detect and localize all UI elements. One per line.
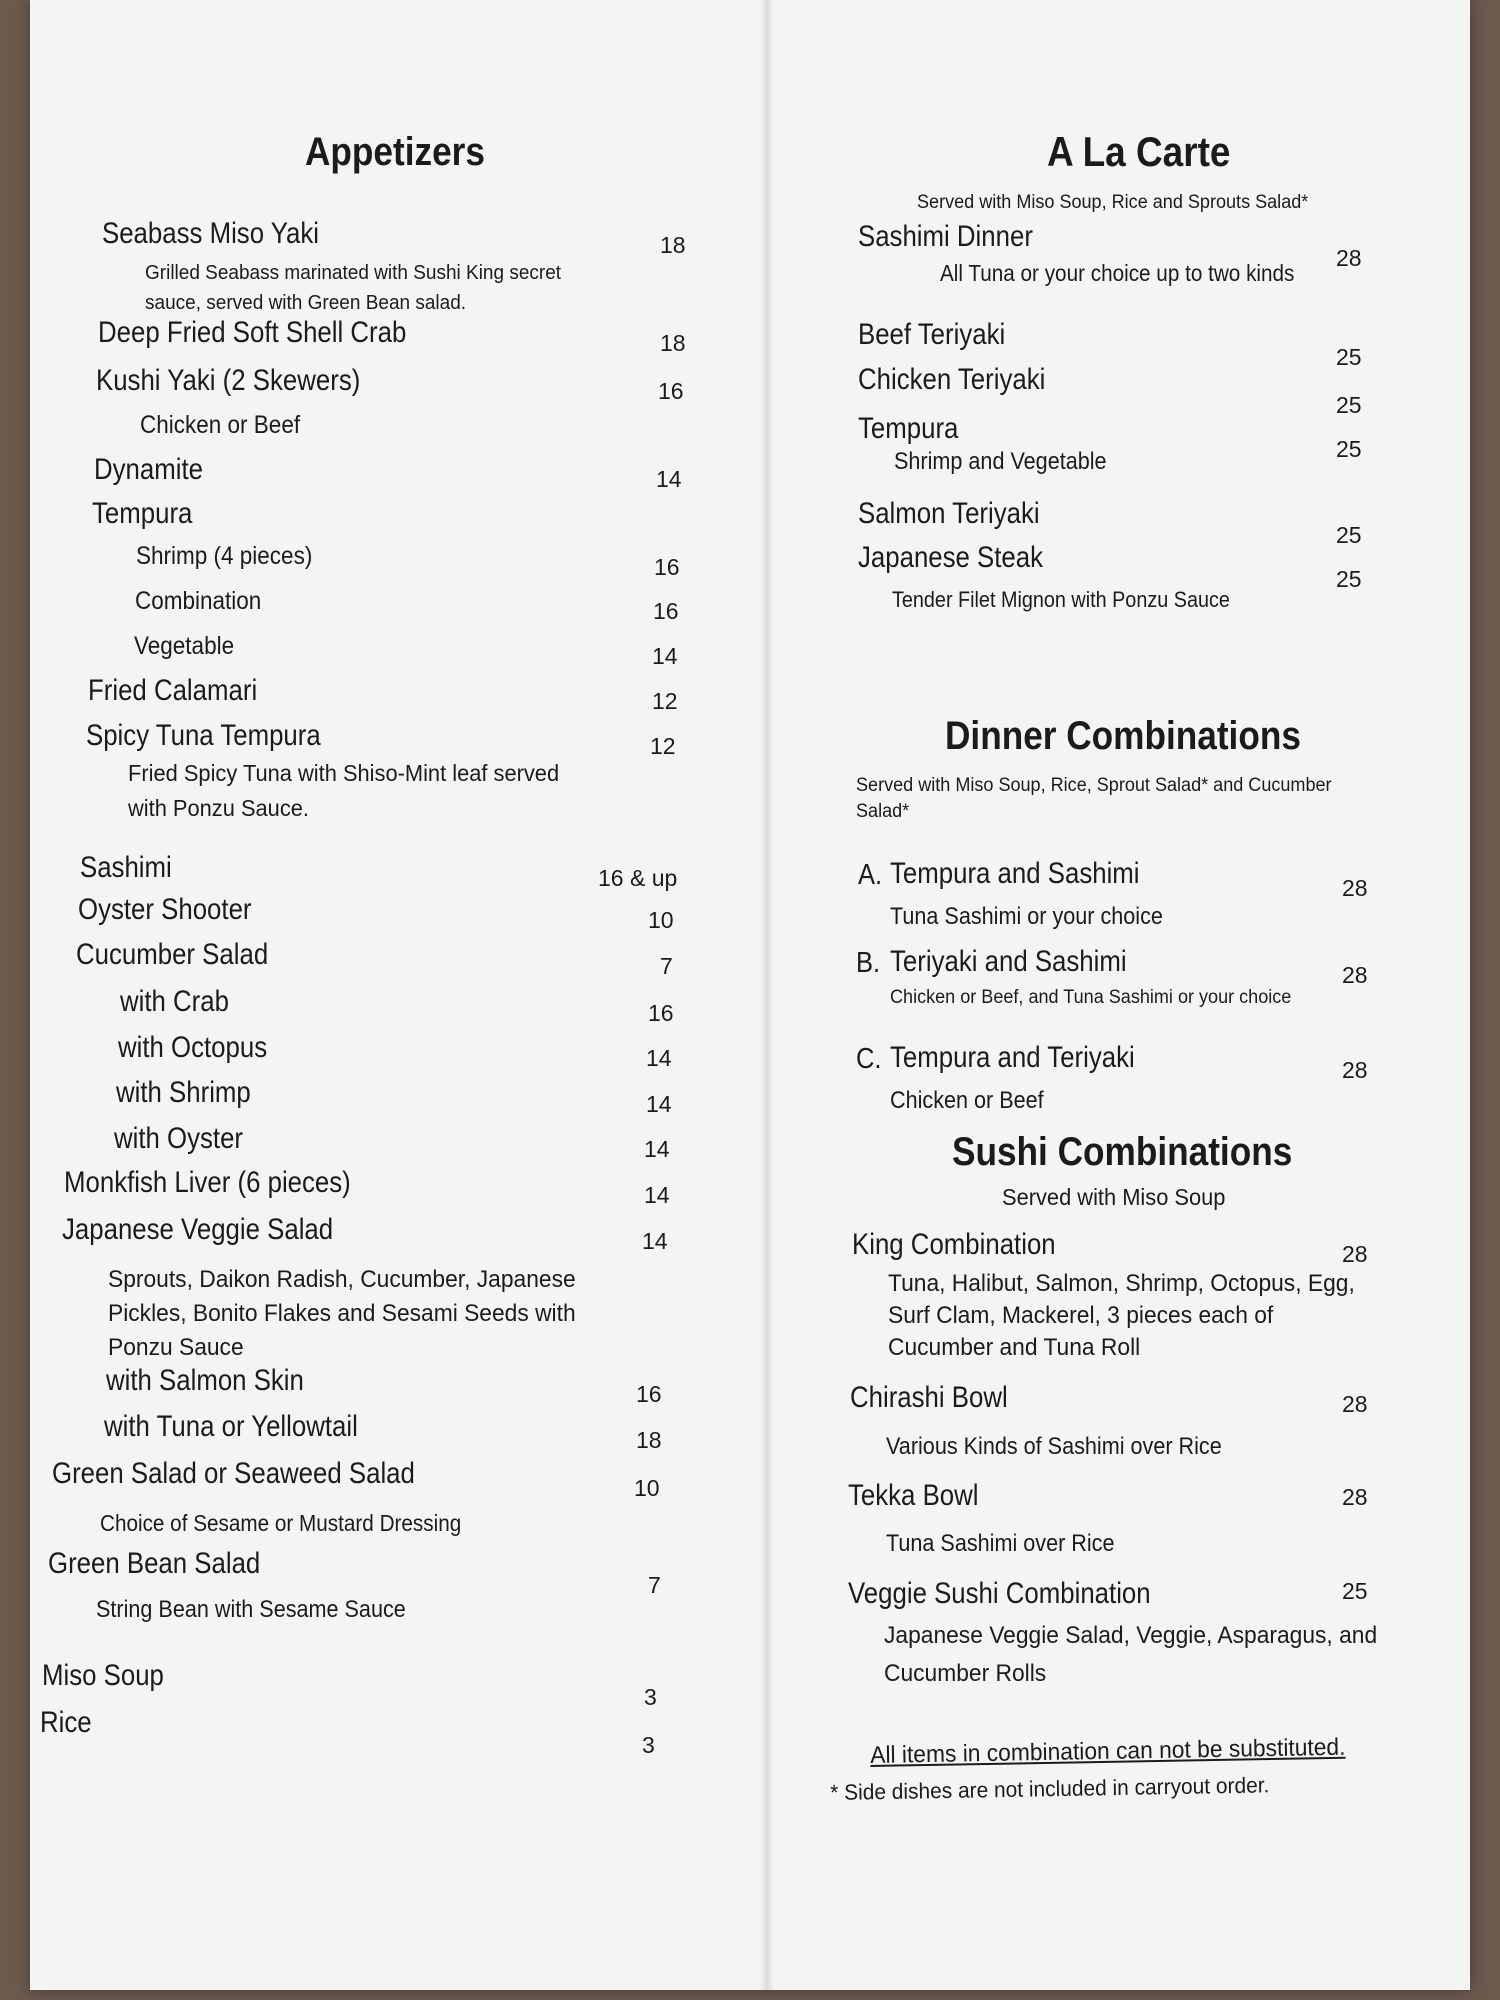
a-la-carte-note: Served with Miso Soup, Rice and Sprouts Salad* — [917, 192, 1309, 213]
item-name: Dynamite — [94, 453, 203, 486]
combo-letter: B. — [856, 947, 881, 979]
item-price: 14 — [642, 1228, 668, 1254]
item-subtext: Tender Filet Mignon with Ponzu Sauce — [892, 587, 1230, 612]
item-price: 14 — [646, 1091, 672, 1117]
item-name: Monkfish Liver (6 pieces) — [64, 1166, 351, 1199]
item-price: 25 — [1336, 566, 1362, 592]
combination-policy-note: All items in combination can not be substituted. — [870, 1733, 1346, 1769]
item-name: Teriyaki and Sashimi — [890, 945, 1127, 978]
item-name: Fried Calamari — [88, 674, 258, 707]
sushi-combinations-note: Served with Miso Soup — [1002, 1184, 1226, 1210]
menu-sheet — [30, 0, 1470, 1990]
item-price: 25 — [1336, 436, 1362, 462]
item-description: Tuna, Halibut, Salmon, Shrimp, Octopus, Egg, Surf Clam, Mackerel, 3 pieces each of Cucumber and Tuna Roll — [888, 1270, 1355, 1361]
item-price: 25 — [1336, 392, 1362, 418]
item-price: 3 — [642, 1732, 655, 1758]
item-name: Tempura and Sashimi — [890, 857, 1140, 890]
item-price: 14 — [644, 1182, 670, 1208]
item-price: 16 — [658, 378, 684, 404]
item-price: 25 — [1342, 1578, 1368, 1604]
item-name: Salmon Teriyaki — [858, 497, 1040, 530]
item-name: Tempura — [858, 412, 959, 445]
item-price: 28 — [1342, 1057, 1368, 1083]
item-subtext: Various Kinds of Sashimi over Rice — [886, 1433, 1222, 1460]
sushi-combinations-title: Sushi Combinations — [952, 1130, 1293, 1174]
item-subtext: with Salmon Skin — [106, 1364, 304, 1397]
item-name: Chicken Teriyaki — [858, 363, 1046, 396]
item-name: King Combination — [852, 1228, 1056, 1261]
item-price: 16 — [654, 554, 680, 580]
dinner-combinations-title: Dinner Combinations — [945, 714, 1301, 758]
item-price: 28 — [1342, 875, 1368, 901]
appetizers-column — [30, 0, 760, 1990]
item-name: Veggie Sushi Combination — [848, 1577, 1151, 1610]
item-price: 28 — [1342, 1241, 1368, 1267]
item-name: Miso Soup — [42, 1659, 164, 1692]
a-la-carte-title: A La Carte — [1047, 128, 1231, 175]
item-price: 28 — [1342, 1391, 1368, 1417]
item-subtext: Shrimp and Vegetable — [894, 448, 1107, 475]
item-subtext: Chicken or Beef — [140, 411, 301, 439]
item-name: Tempura — [92, 497, 193, 530]
item-name: Cucumber Salad — [76, 938, 269, 971]
item-name: Japanese Steak — [858, 541, 1044, 574]
item-subtext: Chicken or Beef — [890, 1087, 1044, 1114]
item-name: Oyster Shooter — [78, 893, 252, 926]
item-price: 28 — [1342, 1484, 1368, 1510]
item-name: Kushi Yaki (2 Skewers) — [96, 364, 361, 397]
item-subtext: Shrimp (4 pieces) — [136, 542, 313, 570]
item-subtext: Choice of Sesame or Mustard Dressing — [100, 1510, 462, 1536]
entrees-column — [770, 0, 1470, 1990]
item-subtext: Tuna Sashimi over Rice — [886, 1530, 1115, 1557]
item-description: Grilled Seabass marinated with Sushi King secret sauce, served with Green Bean salad. — [145, 262, 562, 314]
item-subtext: String Bean with Sesame Sauce — [96, 1596, 406, 1623]
item-name: Spicy Tuna Tempura — [86, 719, 321, 752]
item-description: Chicken or Beef, and Tuna Sashimi or your choice — [890, 987, 1292, 1008]
item-price: 14 — [652, 643, 678, 669]
item-name: Beef Teriyaki — [858, 318, 1006, 351]
item-name: Sashimi — [80, 851, 172, 884]
item-price: 16 & up — [598, 865, 678, 891]
item-price: 28 — [1336, 245, 1362, 271]
item-name: Tekka Bowl — [848, 1479, 979, 1512]
item-name: Deep Fried Soft Shell Crab — [98, 316, 407, 349]
item-price: 14 — [644, 1136, 670, 1162]
combo-letter: A. — [858, 859, 883, 891]
item-price: 16 — [653, 598, 679, 624]
item-subtext: Vegetable — [134, 632, 235, 660]
item-name: Sashimi Dinner — [858, 220, 1033, 253]
item-name: Green Salad or Seaweed Salad — [52, 1457, 415, 1490]
item-subtext: Tuna Sashimi or your choice — [890, 903, 1163, 930]
item-name: Rice — [40, 1706, 92, 1739]
item-price: 28 — [1342, 962, 1368, 988]
item-price: 7 — [648, 1572, 661, 1598]
dinner-combinations-note: Served with Miso Soup, Rice, Sprout Salad* and Cucumber Salad* — [856, 775, 1332, 822]
item-description: Sprouts, Daikon Radish, Cucumber, Japanese Pickles, Bonito Flakes and Sesami Seeds with Ponzu Sauce — [108, 1266, 576, 1361]
item-name: Green Bean Salad — [48, 1547, 261, 1580]
item-description: Japanese Veggie Salad, Veggie, Asparagus, and Cucumber Rolls — [884, 1622, 1378, 1687]
item-price: 25 — [1336, 344, 1362, 370]
item-price: 25 — [1336, 522, 1362, 548]
item-price: 16 — [648, 1000, 674, 1026]
item-subtext: Combination — [135, 587, 262, 615]
item-price: 18 — [660, 330, 686, 356]
item-subtext: with Shrimp — [116, 1076, 251, 1109]
item-price: 16 — [636, 1381, 662, 1407]
item-price: 14 — [656, 466, 682, 492]
item-name: Seabass Miso Yaki — [102, 217, 320, 250]
item-name: Chirashi Bowl — [850, 1381, 1008, 1414]
item-description: Fried Spicy Tuna with Shiso-Mint leaf served with Ponzu Sauce. — [128, 760, 560, 821]
item-name: Japanese Veggie Salad — [62, 1213, 334, 1246]
item-subtext: with Oyster — [114, 1122, 244, 1155]
item-price: 10 — [648, 907, 674, 933]
appetizers-title: Appetizers — [305, 130, 485, 174]
carryout-note: * Side dishes are not included in carryout order. — [830, 1772, 1270, 1805]
item-subtext: with Crab — [120, 985, 229, 1018]
item-price: 7 — [660, 953, 673, 979]
item-name: Tempura and Teriyaki — [890, 1041, 1135, 1074]
item-price: 12 — [650, 733, 676, 759]
item-price: 10 — [634, 1475, 660, 1501]
item-price: 14 — [646, 1045, 672, 1071]
item-subtext: with Octopus — [118, 1031, 268, 1064]
item-subtext: All Tuna or your choice up to two kinds — [940, 260, 1295, 286]
combo-letter: C. — [856, 1043, 882, 1075]
item-price: 3 — [644, 1684, 657, 1710]
item-price: 12 — [652, 688, 678, 714]
item-subtext: with Tuna or Yellowtail — [104, 1410, 358, 1443]
item-price: 18 — [636, 1427, 662, 1453]
item-price: 18 — [660, 232, 686, 258]
